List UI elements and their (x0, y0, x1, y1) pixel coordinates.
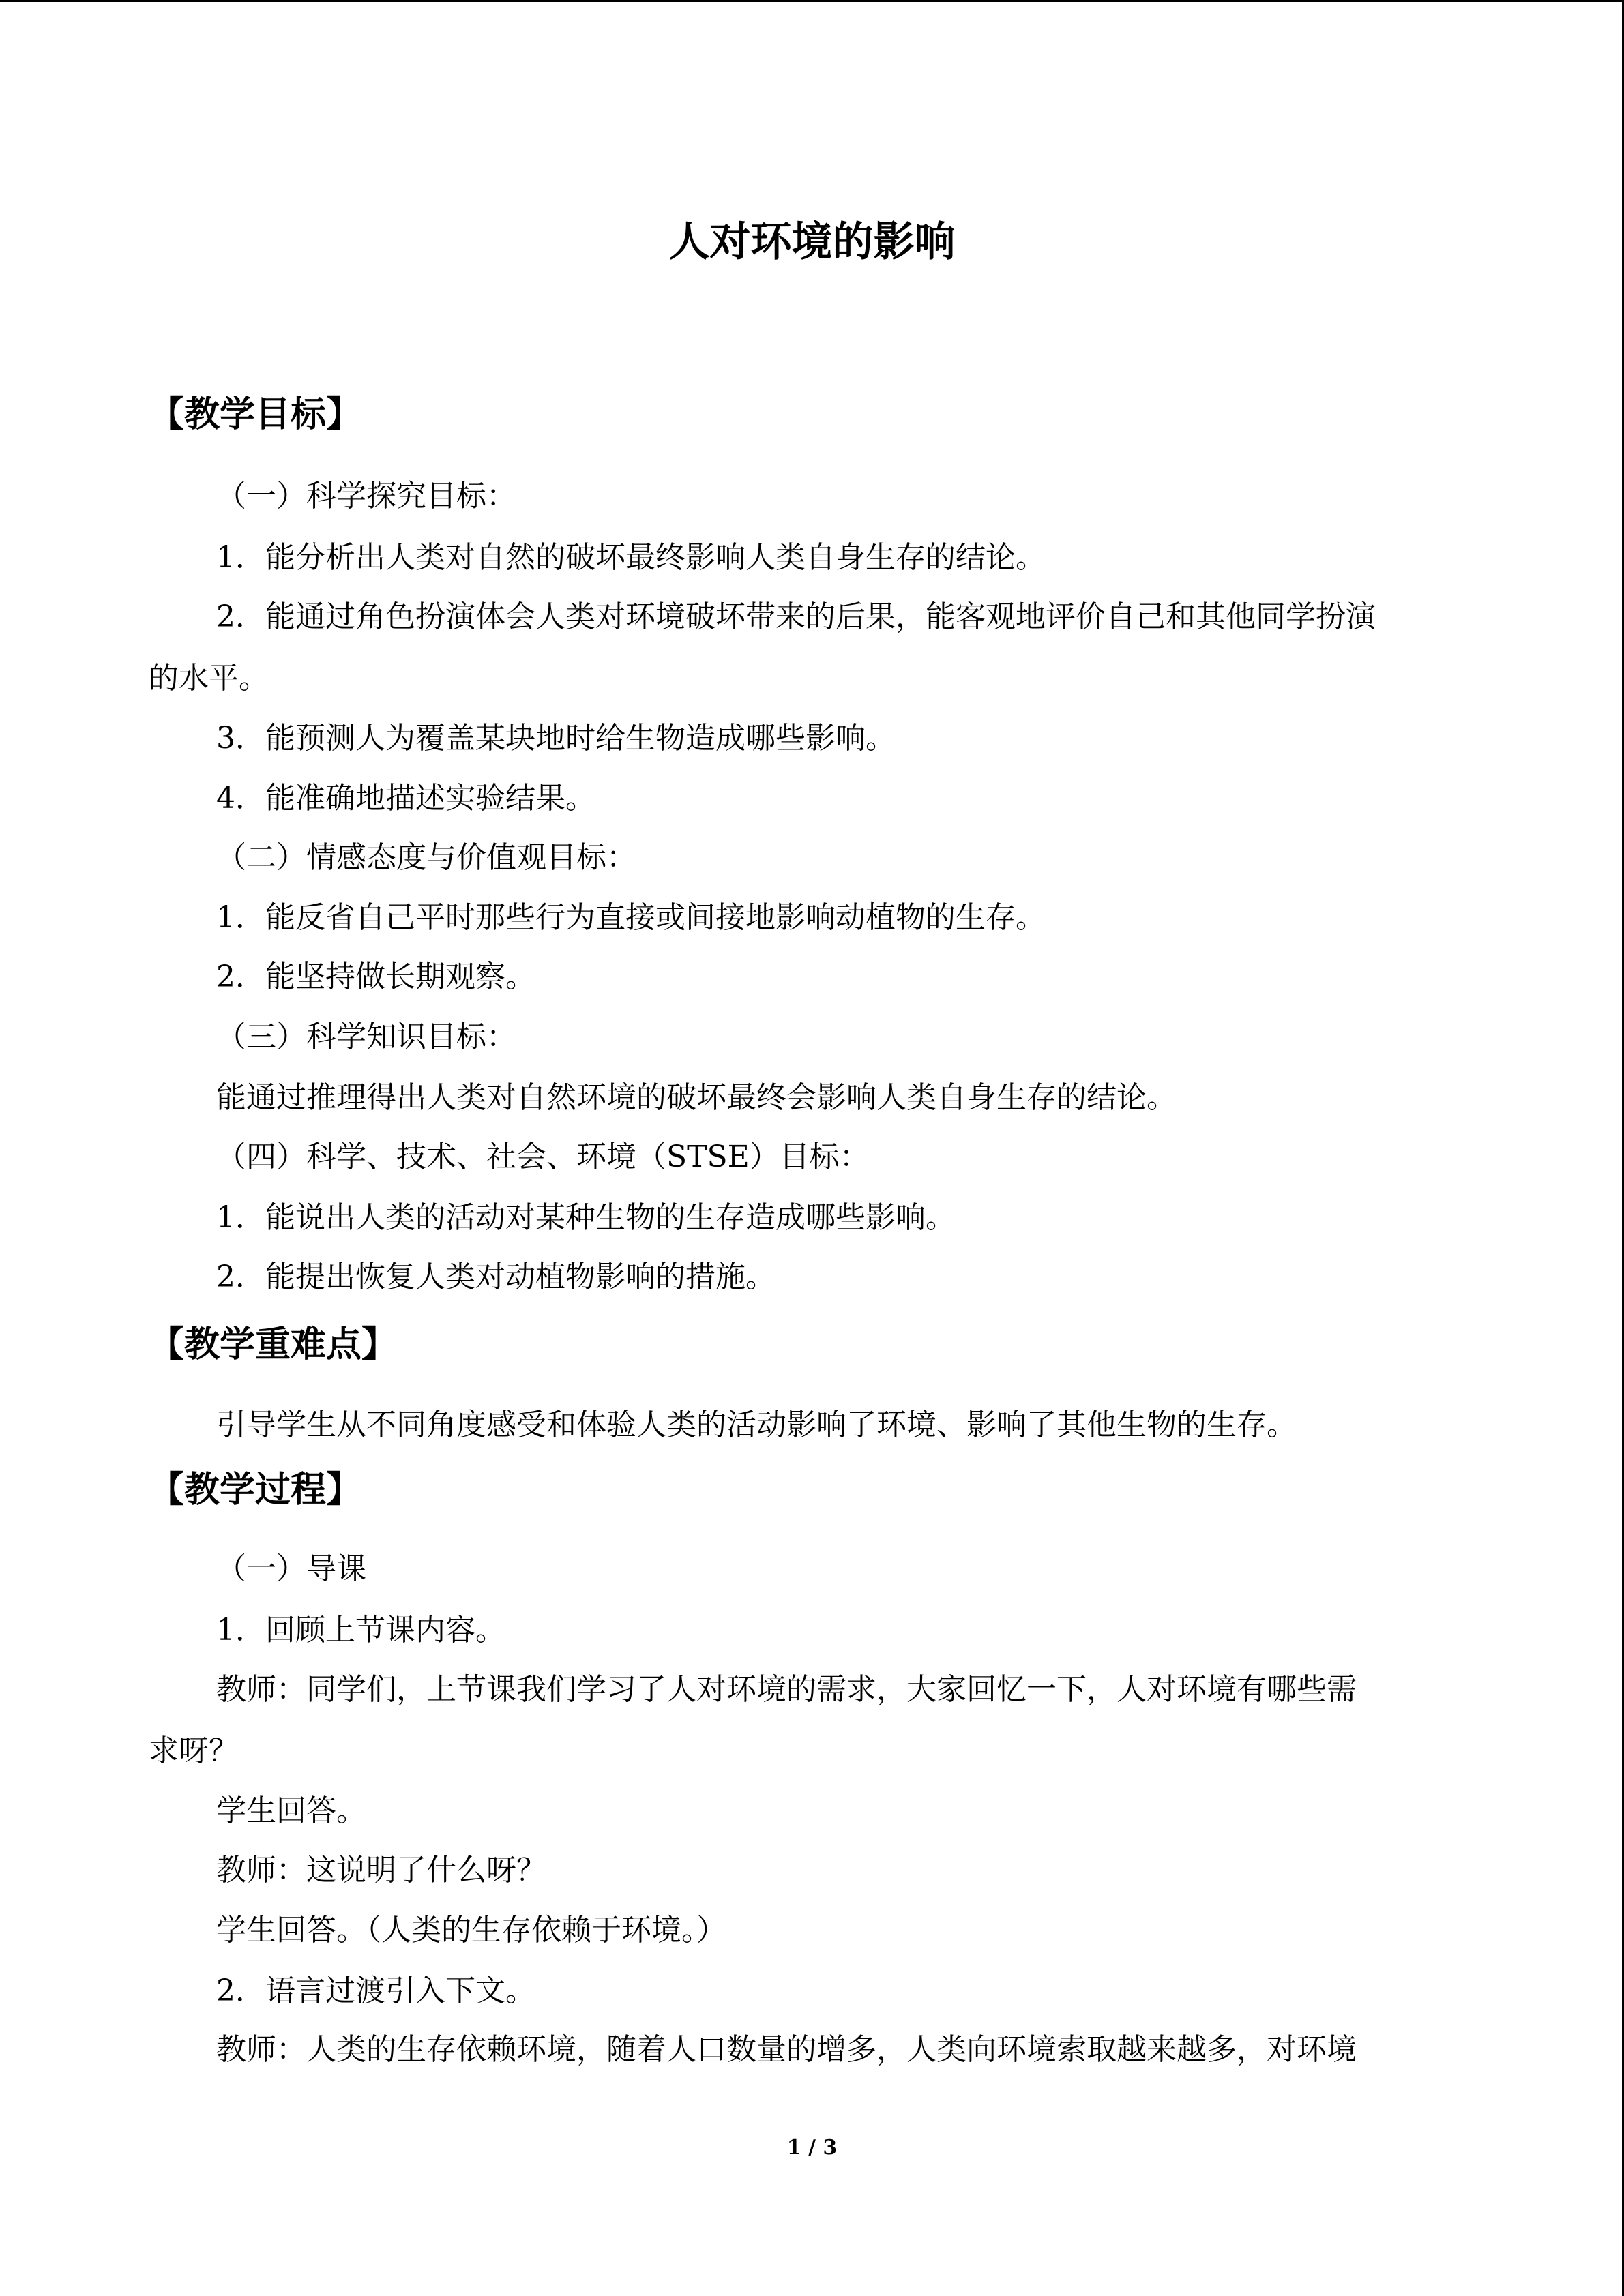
paragraph-line: 教师：同学们，上节课我们学习了人对环境的需求，大家回忆一下，人对环境有哪些需 (216, 1672, 1357, 1707)
paragraph-line: 教师：人类的生存依赖环境，随着人口数量的增多，人类向环境索取越来越多，对环境 (216, 2032, 1357, 2067)
paragraph-line: 引导学生从不同角度感受和体验人类的活动影响了环境、影响了其他生物的生存。 (216, 1407, 1297, 1442)
paragraph-line: 求呀？ (149, 1733, 239, 1768)
paragraph-line: （一）导课 (216, 1551, 366, 1586)
paragraph-line: （四）科学、技术、社会、环境（STSE）目标： (216, 1139, 870, 1174)
paragraph-line: （二）情感态度与价值观目标： (216, 840, 636, 875)
paragraph-line: 4．能准确地描述实验结果。 (216, 781, 595, 816)
paragraph-line: 学生回答。（人类的生存依赖于环境。） (216, 1913, 726, 1948)
paragraph-line: 3．能预测人为覆盖某块地时给生物造成哪些影响。 (216, 721, 896, 756)
paragraph-line: （一）科学探究目标： (216, 479, 516, 513)
paragraph-line: （三）科学知识目标： (216, 1019, 516, 1054)
paragraph-line: 1．回顾上节课内容。 (216, 1613, 505, 1648)
paragraph-line: 1．能反省自己平时那些行为直接或间接地影响动植物的生存。 (216, 900, 1046, 935)
section-heading-process: 【教学过程】 (149, 1470, 362, 1510)
paragraph-line: 2．能坚持做长期观察。 (216, 959, 535, 994)
paragraph-line: 1．能分析出人类对自然的破坏最终影响人类自身生存的结论。 (216, 540, 1046, 575)
paragraph-line: 教师：这说明了什么呀？ (216, 1853, 546, 1888)
paragraph-line: 2．能提出恢复人类对动植物影响的措施。 (216, 1259, 776, 1294)
section-heading-key-points: 【教学重难点】 (149, 1324, 398, 1365)
paragraph-line: 的水平。 (149, 661, 269, 696)
paragraph-line: 学生回答。 (216, 1793, 366, 1828)
page-number: 1 / 3 (786, 2136, 838, 2160)
page-title: 人对环境的影响 (668, 218, 956, 266)
section-heading-objectives: 【教学目标】 (149, 394, 362, 435)
paragraph-line: 1．能说出人类的活动对某种生物的生存造成哪些影响。 (216, 1200, 956, 1235)
paragraph-line: 2．语言过渡引入下文。 (216, 1973, 535, 2008)
paragraph-line: 2．能通过角色扮演体会人类对环境破坏带来的后果，能客观地评价自己和其他同学扮演 (216, 599, 1376, 634)
paragraph-line: 能通过推理得出人类对自然环境的破坏最终会影响人类自身生存的结论。 (216, 1080, 1177, 1115)
